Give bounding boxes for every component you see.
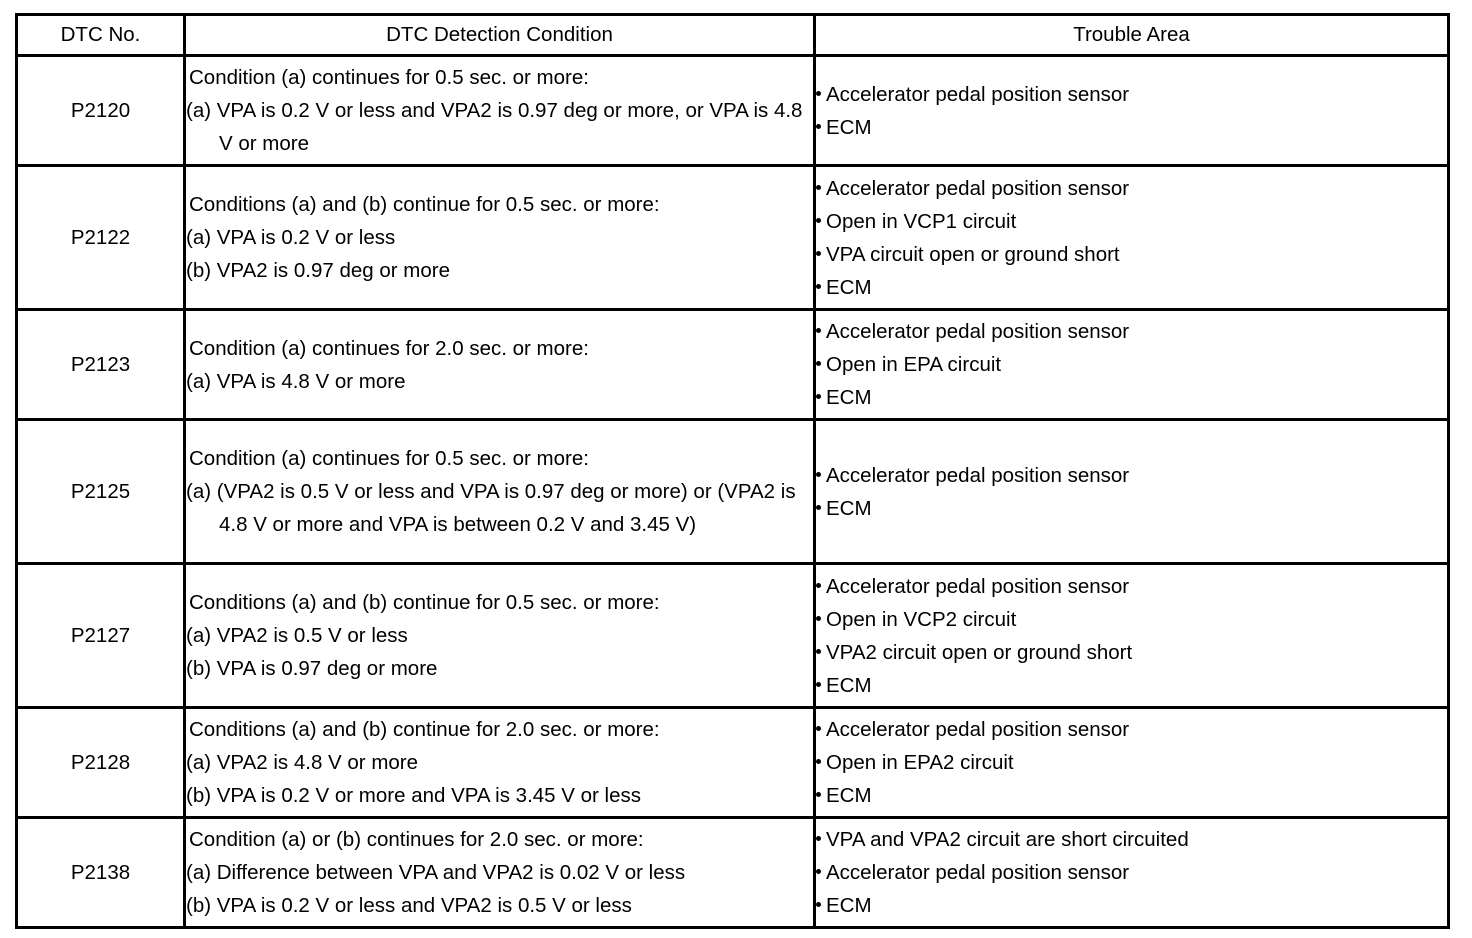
table-row xyxy=(17,708,1449,818)
detection-condition xyxy=(185,818,815,928)
trouble-item: ECM xyxy=(816,889,1447,922)
detection-condition xyxy=(185,708,815,818)
header-detection-condition: DTC Detection Condition xyxy=(185,15,815,56)
trouble-area xyxy=(815,708,1449,818)
bullet-icon xyxy=(816,616,821,621)
header-trouble-area: Trouble Area xyxy=(815,15,1449,56)
condition-item: (a) VPA2 is 0.5 V or less xyxy=(186,624,408,647)
trouble-area xyxy=(815,564,1449,708)
bullet-icon xyxy=(816,792,821,797)
detection-condition xyxy=(185,56,815,166)
header-row xyxy=(17,15,1449,56)
condition-lead: Condition (a) continues for 0.5 sec. or more: xyxy=(189,66,589,89)
condition-lead: Conditions (a) and (b) continue for 2.0 sec. or more: xyxy=(189,718,660,741)
trouble-area xyxy=(815,56,1449,166)
table-row xyxy=(17,56,1449,166)
bullet-icon xyxy=(816,328,821,333)
dtc-code: P2123 xyxy=(17,310,185,420)
dtc-code: P2128 xyxy=(17,708,185,818)
condition-item: (a) VPA2 is 4.8 V or more xyxy=(186,751,419,774)
bullet-icon xyxy=(816,583,821,588)
condition-item: (b) VPA is 0.2 V or more and VPA is 3.45 V or less xyxy=(186,784,642,807)
condition-item: (b) VPA is 0.2 V or less and VPA2 is 0.5 V or less xyxy=(186,894,632,917)
dtc-code: P2120 xyxy=(17,56,185,166)
trouble-item: VPA2 circuit open or ground short xyxy=(816,636,1447,669)
trouble-item: Accelerator pedal position sensor xyxy=(816,315,1447,348)
dtc-code: P2138 xyxy=(17,818,185,928)
condition-item: (a) VPA is 0.2 V or less xyxy=(186,226,396,249)
bullet-icon xyxy=(816,836,821,841)
bullet-icon xyxy=(816,902,821,907)
condition-lead: Condition (a) or (b) continues for 2.0 sec. or more: xyxy=(189,828,644,851)
table-row xyxy=(17,310,1449,420)
trouble-item: ECM xyxy=(816,669,1447,702)
dtc-code: P2125 xyxy=(17,420,185,564)
trouble-item: Open in EPA circuit xyxy=(816,348,1447,381)
trouble-area xyxy=(815,310,1449,420)
trouble-item: Open in EPA2 circuit xyxy=(816,746,1447,779)
bullet-icon xyxy=(816,505,821,510)
bullet-icon xyxy=(816,472,821,477)
condition-lead: Condition (a) continues for 0.5 sec. or more: xyxy=(189,447,589,470)
bullet-icon xyxy=(816,759,821,764)
table-row xyxy=(17,564,1449,708)
condition-item: (a) VPA is 4.8 V or more xyxy=(186,369,406,393)
bullet-icon xyxy=(816,251,821,256)
trouble-item: Accelerator pedal position sensor xyxy=(816,78,1447,111)
table-row xyxy=(17,818,1449,928)
trouble-item: Accelerator pedal position sensor xyxy=(816,459,1447,492)
trouble-item: ECM xyxy=(816,381,1447,414)
bullet-icon xyxy=(816,218,821,223)
trouble-area xyxy=(815,166,1449,310)
trouble-item: ECM xyxy=(816,492,1447,525)
detection-condition xyxy=(185,420,815,564)
table-row xyxy=(17,420,1449,564)
detection-condition xyxy=(185,564,815,708)
bullet-icon xyxy=(816,682,821,687)
bullet-icon xyxy=(816,91,821,96)
detection-condition xyxy=(185,166,815,310)
trouble-item: Accelerator pedal position sensor xyxy=(816,570,1447,603)
dtc-code: P2122 xyxy=(17,166,185,310)
trouble-item: VPA and VPA2 circuit are short circuited xyxy=(816,823,1447,856)
bullet-icon xyxy=(816,394,821,399)
dtc-code: P2127 xyxy=(17,564,185,708)
trouble-item: Accelerator pedal position sensor xyxy=(816,856,1447,889)
condition-item: (a) (VPA2 is 0.5 V or less and VPA is 0.97 deg or more) or (VPA2 is 4.8 V or more and VPA is between 0.2 V and 3.45 V) xyxy=(186,480,796,536)
bullet-icon xyxy=(816,284,821,289)
bullet-icon xyxy=(816,361,821,366)
bullet-icon xyxy=(816,726,821,731)
condition-lead: Conditions (a) and (b) continue for 0.5 sec. or more: xyxy=(189,591,660,614)
trouble-area xyxy=(815,818,1449,928)
trouble-item: ECM xyxy=(816,111,1447,144)
condition-item: (a) VPA is 0.2 V or less and VPA2 is 0.97 deg or more, or VPA is 4.8 V or more xyxy=(186,99,803,155)
trouble-item: Accelerator pedal position sensor xyxy=(816,172,1447,205)
header-dtc-no: DTC No. xyxy=(17,15,185,56)
bullet-icon xyxy=(816,124,821,129)
condition-item: (b) VPA is 0.97 deg or more xyxy=(186,657,438,680)
trouble-item: Accelerator pedal position sensor xyxy=(816,713,1447,746)
condition-item: (a) Difference between VPA and VPA2 is 0.02 V or less xyxy=(186,861,686,884)
trouble-area xyxy=(815,420,1449,564)
trouble-item: ECM xyxy=(816,271,1447,304)
detection-condition xyxy=(185,310,815,420)
bullet-icon xyxy=(816,649,821,654)
trouble-item: ECM xyxy=(816,779,1447,812)
condition-item: (b) VPA2 is 0.97 deg or more xyxy=(186,259,450,282)
trouble-item: Open in VCP1 circuit xyxy=(816,205,1447,238)
trouble-item: Open in VCP2 circuit xyxy=(816,603,1447,636)
table-row xyxy=(17,166,1449,310)
bullet-icon xyxy=(816,185,821,190)
trouble-item: VPA circuit open or ground short xyxy=(816,238,1447,271)
dtc-table xyxy=(15,13,1450,929)
condition-lead: Conditions (a) and (b) continue for 0.5 sec. or more: xyxy=(189,193,660,216)
bullet-icon xyxy=(816,869,821,874)
condition-lead: Condition (a) continues for 2.0 sec. or more: xyxy=(189,336,589,360)
